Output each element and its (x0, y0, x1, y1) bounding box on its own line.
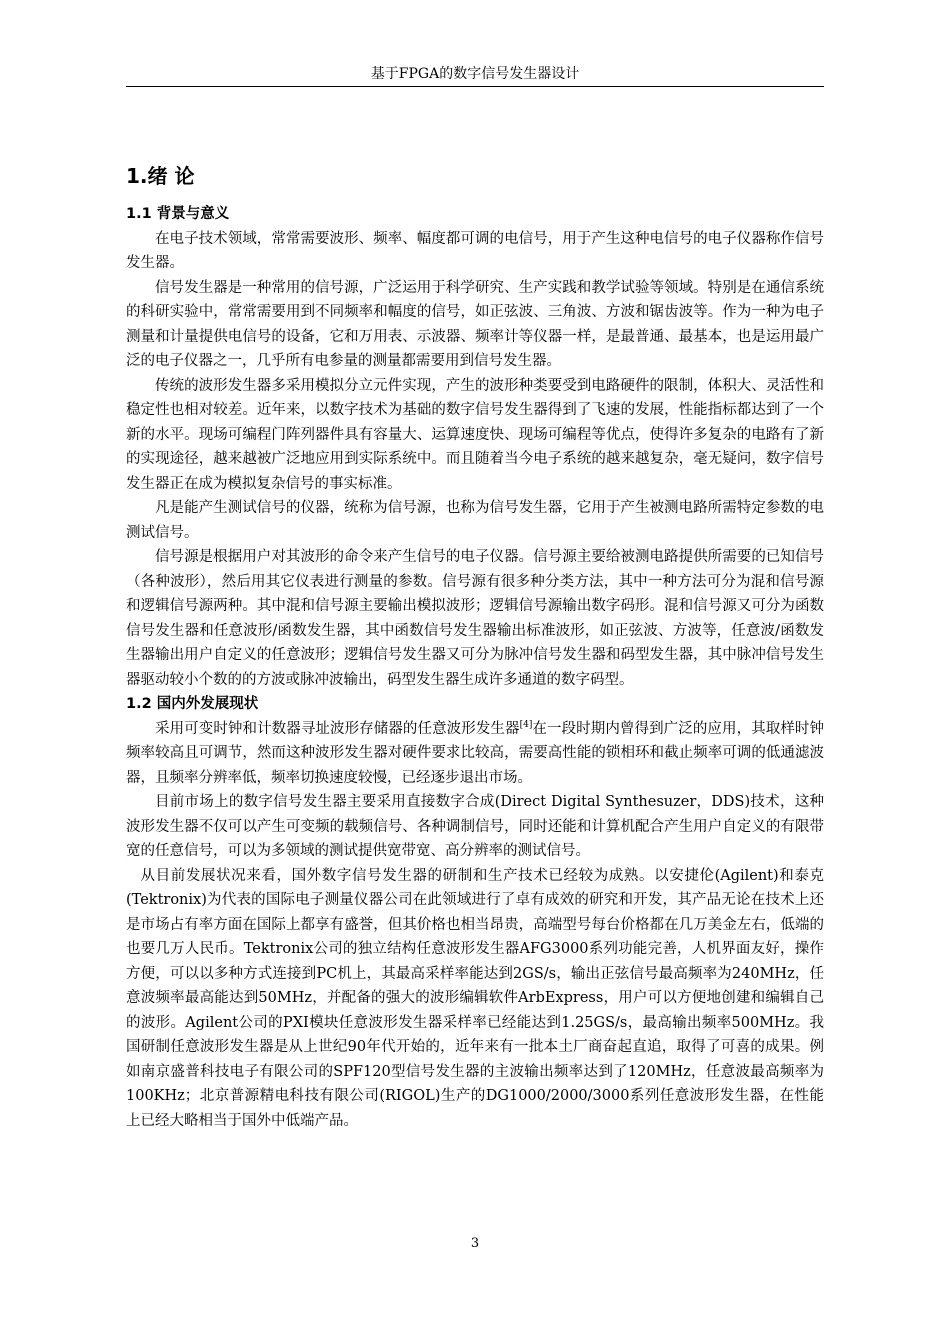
paragraph: 信号发生器是一种常用的信号源，广泛运用于科学研究、生产实践和教学试验等领域。特别是在通信系统的科研实验中，常常需要用到不同频率和幅度的信号，如正弦波、三角波、方波和锯齿波等。作为一种为电子测量和计量提供电信号的设备，它和万用表、示波器、频率计等仪器一样，是最普通、最基本，也是运用最广泛的电子仪器之一，几乎所有电参量的测量都需要用到信号发生器。 (126, 279, 824, 369)
paragraph: 传统的波形发生器多采用模拟分立元件实现，产生的波形种类要受到电路硬件的限制，体积大、灵活性和稳定性也相对较差。近年来，以数字技术为基础的数字信号发生器得到了飞速的发展，性能指标都达到了一个新的水平。现场可编程门阵列器件具有容量大、运算速度快、现场可编程等优点，使得许多复杂的电路有了新的实现途径，越来越被广泛地应用到实际系统中。而且随着当今电子系统的越来越复杂，毫无疑问，数字信号发生器正在成为模拟复杂信号的事实标准。 (126, 377, 824, 492)
paragraph: 目前市场上的数字信号发生器主要采用直接数字合成(Direct Digital Synthesuzer，DDS)技术，这种波形发生器不仅可以产生可变频的载频信号、各种调制信号，同时还能和计算机配合产生用户自定义的有限带宽的任意信号，可以为多领域的测试提供宽带宽、高分辨率的测试信号。 (126, 794, 824, 859)
paragraph: 在电子技术领域，常常需要波形、频率、幅度都可调的电信号，用于产生这种电信号的电子仪器称作信号发生器。 (126, 230, 824, 271)
chapter-title: 1.绪 论 (126, 164, 195, 188)
paragraph: 信号源是根据用户对其波形的命令来产生信号的电子仪器。信号源主要给被测电路提供所需要的已知信号（各种波形），然后用其它仪表进行测量的参数。信号源有很多种分类方法，其中一种方法可分为混和信号源和逻辑信号源两种。其中混和信号源主要输出模拟波形；逻辑信号源输出数字码形。混和信号源又可分为函数信号发生器和任意波形/函数发生器，其中函数信号发生器输出标准波形，如正弦波、方波等，任意波/函数发生器输出用户自定义的任意波形；逻辑信号发生器又可分为脉冲信号发生器和码型发生器，其中脉冲信号发生器驱动较小个数的的方波或脉冲波输出，码型发生器生成许多通道的数字码型。 (126, 549, 824, 688)
section-heading-1-1: 1.1 背景与意义 (126, 206, 230, 222)
paragraph-text: 在一段时期内曾得到广泛的应用，其取样时钟频率较高且可调节，然而这种波形发生器对硬件要求比较高，需要高性能的锁相环和截止频率可调的低通滤波器，且频率分辨率低，频率切换速度较慢，已经逐步退出市场。 (126, 720, 825, 786)
paragraph: 凡是能产生测试信号的仪器，统称为信号源，也称为信号发生器，它用于产生被测电路所需特定参数的电测试信号。 (126, 500, 824, 541)
page-number: 3 (470, 1236, 480, 1251)
paragraph-text: 采用可变时钟和计数器寻址波形存储器的任意波形发生器 (155, 720, 520, 737)
paragraph: 从目前发展状况来看，国外数字信号发生器的研制和生产技术已经较为成熟。以安捷伦(Agilent)和泰克(Tektronix)为代表的国际电子测量仪器公司在此领域进行了卓有成效的研究和开发，其产品无论在技术上还是市场占有率方面在国际上都享有盛誉，但其价格也相当昂贵，高端型号每台价格都在几万美金左右，低端的也要几万人民币。Tektronix公司的独立结构任意波形发生器AFG3000系列功能完善，人机界面友好，操作方便，可以以多种方式连接到PC机上，其最高采样率能达到2GS/s，输出正弦信号最高频率为240MHz，任意波频率最高能达到50MHz，并配备的强大的波形编辑软件ArbExpress，用户可以方便地创建和编辑自己的波形。Agilent公司的PXI模块任意波形发生器采样率已经能达到1.25GS/s，最高输出频率500MHz。我国研制任意波形发生器是从上世纪90年代开始的，近年来有一批本土厂商奋起直追，取得了可喜的成果。例如南京盛普科技电子有限公司的SPF120型信号发生器的主波输出频率达到了120MHz，任意波最高频率为100KHz；北京普源精电科技有限公司(RIGOL)生产的DG1000/2000/3000系列任意波形发生器，在性能上已经大略相当于国外中低端产品。 (126, 867, 824, 1129)
header-rule (126, 86, 824, 87)
section-heading-1-2: 1.2 国内外发展现状 (126, 696, 259, 712)
paragraph-with-citation (126, 717, 824, 791)
running-header: 基于FPGA的数字信号发生器设计 (370, 66, 580, 82)
citation-marker: [4] (519, 719, 533, 730)
body-text (126, 202, 824, 1133)
